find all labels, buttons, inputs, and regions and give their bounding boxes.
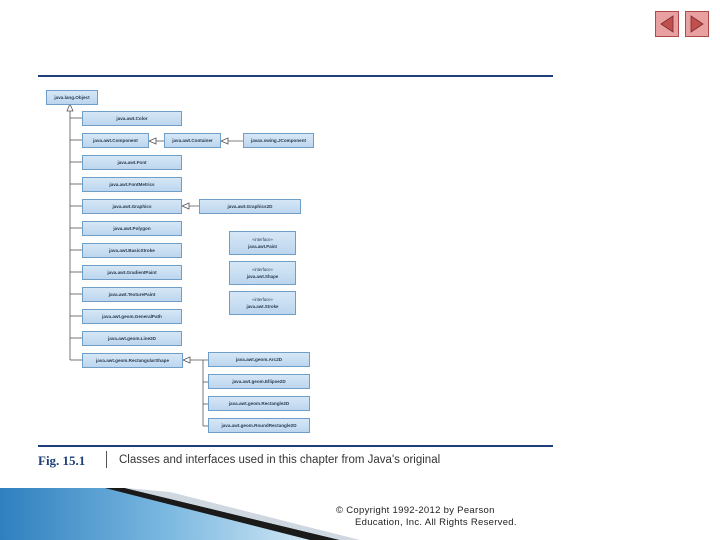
class-box-container: java.awt.Container bbox=[164, 133, 221, 148]
class-box-rectangle2d: java.awt.geom.Rectangle2D bbox=[208, 396, 310, 411]
caption-separator bbox=[106, 451, 107, 468]
class-box-graphics2d: java.awt.Graphics2D bbox=[199, 199, 301, 214]
interface-stereotype: «interface» bbox=[252, 237, 273, 242]
class-box-texturepaint: java.awt.TexturePaint bbox=[82, 287, 182, 302]
class-box-basicstroke: java.awt.BasicStroke bbox=[82, 243, 182, 258]
copyright-notice bbox=[336, 505, 536, 529]
interface-name: java.awt.Paint bbox=[247, 244, 278, 249]
interface-stereotype: «interface» bbox=[252, 297, 273, 302]
copyright-line-1: © Copyright 1992-2012 by Pearson bbox=[336, 505, 495, 516]
interface-stereotype: «interface» bbox=[252, 267, 273, 272]
class-box-polygon: java.awt.Polygon bbox=[82, 221, 182, 236]
figure-caption: Classes and interfaces used in this chapter from Java's original bbox=[119, 454, 441, 466]
class-box-component: java.awt.Component bbox=[82, 133, 149, 148]
class-box-color: java.awt.Color bbox=[82, 111, 182, 126]
interface-box-stroke bbox=[229, 291, 296, 315]
class-box-rectangularshape: java.awt.geom.RectangularShape bbox=[82, 353, 183, 368]
interface-box-paint bbox=[229, 231, 296, 255]
class-box-roundrectangle2d: java.awt.geom.RoundRectangle2D bbox=[208, 418, 310, 433]
class-box-jcomponent: javax.swing.JComponent bbox=[243, 133, 314, 148]
class-box-object: java.lang.Object bbox=[46, 90, 98, 105]
class-box-fontmetrics: java.awt.FontMetrics bbox=[82, 177, 182, 192]
class-box-graphics: java.awt.Graphics bbox=[82, 199, 182, 214]
interface-box-shape bbox=[229, 261, 296, 285]
class-box-font: java.awt.Font bbox=[82, 155, 182, 170]
class-box-ellipse2d: java.awt.geom.Ellipse2D bbox=[208, 374, 310, 389]
copyright-line-2: Education, Inc. All Rights Reserved. bbox=[355, 517, 517, 528]
interface-name: java.awt.Stroke bbox=[246, 304, 279, 309]
class-box-line2d: java.awt.geom.Line2D bbox=[82, 331, 182, 346]
class-box-gradientpaint: java.awt.GradientPaint bbox=[82, 265, 182, 280]
figure-label: Fig. 15.1 bbox=[38, 453, 86, 468]
interface-name: java.awt.Shape bbox=[246, 274, 279, 279]
class-box-generalpath: java.awt.geom.GeneralPath bbox=[82, 309, 182, 324]
class-box-arc2d: java.awt.geom.Arc2D bbox=[208, 352, 310, 367]
